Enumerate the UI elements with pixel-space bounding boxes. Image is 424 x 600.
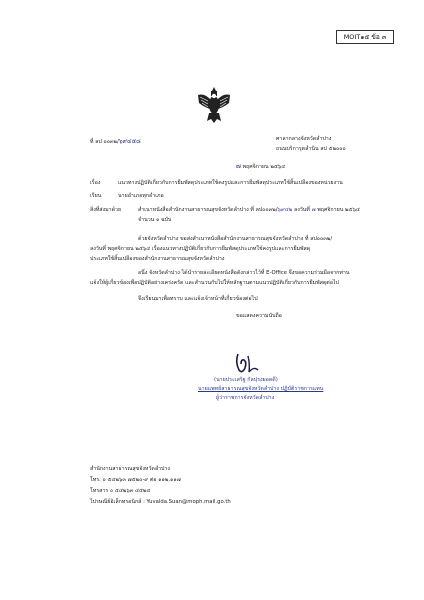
recipient-label: เรียน xyxy=(90,193,102,199)
garuda-emblem-icon xyxy=(196,85,232,125)
subject-text: แนวทางปฏิบัติเกี่ยวกับการยืมพัสดุประเภทใช้คงรูปและการยืมพัสดุประเภทใช้สิ้นเปลืองของหน่วยงาน xyxy=(118,180,343,186)
doc-number-prefix: ที่ ลป ๐๐๓๒/ xyxy=(90,139,119,145)
handwritten-signature xyxy=(232,350,262,376)
body-paragraph2-line2: แจ้งให้ผู้เกี่ยวข้องเพื่อปฏิบัติอย่างเคร่งครัด และสำนวนกับไปให้หลักฐานตามแนวปฏิบัติเกี่ยวกับการยืมพัสดุต่อไป xyxy=(90,280,339,286)
doc-number-handwritten: ๖๙๔๕๘ xyxy=(118,138,141,145)
body-paragraph1-line2: ลงวันที่ พฤศจิกายน ๒๕๖๔ เรื่องแนวทางปฏิบัติเกี่ยวกับการยืมพัสดุประเภทใช้คงรูปและการยืมพัสดุ xyxy=(90,246,311,252)
body-paragraph1-line1: ด้วยจังหวัดลำปาง ขอส่งสำเนาหนังสือสำนักงานสาธารณสุขจังหวัดลำปาง ที่ ลป๐๐๓๒/ xyxy=(138,236,333,242)
org-address-line1: ศาลากลางจังหวัดลำปาง xyxy=(276,136,332,142)
enclosure-label: สิ่งที่ส่งมาด้วย xyxy=(90,207,122,213)
closing-line: ขอแสดงความนับถือ xyxy=(236,313,282,319)
footer-office: สำนักงานสาธารณสุขจังหวัดลำปาง xyxy=(90,466,170,472)
enclosure-line2: จำนวน ๑ ฉบับ xyxy=(138,217,172,223)
form-code: MOIT๑๕ ข้อ ๓ xyxy=(343,33,387,41)
footer-email: ไปรษณีย์อิเล็กทรอนิกส์ : Yuvalda.Suan@moph.mail.go.th xyxy=(90,499,231,505)
form-code-box xyxy=(336,30,394,44)
document-date xyxy=(236,163,285,171)
enclosure-day-handwritten: ๗ xyxy=(311,207,316,213)
footer-telephone: โทร. ๐ ๕๔๒๖๓ ๗๕๒๐-๙ ต่อ ๑๑๒,๑๑๗ xyxy=(90,477,181,483)
signatory-name: (นายประเสริฐ กัลปุรงยอดดี) xyxy=(214,377,278,383)
subject-label: เรื่อง xyxy=(90,180,101,186)
footer-fax: โทรสาร ๐ ๕๔๒๖๓ ๔๕๒๔ xyxy=(90,488,151,494)
document-number xyxy=(90,138,141,146)
body-paragraph3: จึงเรียนมาเพื่อทราบ และแจ้งเจ้าหน้าที่เกี่ยวข้องต่อไป xyxy=(138,296,258,302)
enclosure-number-handwritten: ๖๙๔๒ xyxy=(277,207,293,213)
enclosure-line1 xyxy=(138,207,360,214)
enclosure-line1-c: พฤศจิกายน ๒๕๖๔ xyxy=(317,207,360,213)
body-paragraph2-line1: อนึ่ง จังหวัดลำปาง ได้นำรายละเอียดหนังสือดังกล่าวไว้ที่ E-Office จึงขอความร่วมมือจากท่าน xyxy=(138,270,350,276)
body-paragraph1-line3: ประเภทใช้สิ้นเปลืองของสำนักงานสาธารณสุขจังหวัดลำปาง xyxy=(90,256,225,262)
recipient-text: นายอำเภอทุกอำเภอ xyxy=(118,193,164,199)
enclosure-line1-a: สำเนาหนังสือสำนักงานสาธารณสุขจังหวัดลำปาง ที่ ลป๐๐๓๒/ xyxy=(138,207,278,213)
date-month-year: พฤศจิกายน ๒๕๖๔ xyxy=(242,164,286,170)
org-address-line2: ถนนบริการุดลำนิน ลป ๕๒๐๐๐ xyxy=(276,146,346,152)
signatory-title2: ผู้ว่าราชการจังหวัดลำปาง xyxy=(216,395,275,401)
signatory-title1: นายแพทย์สาธารณสุขจังหวัดลำปาง ปฏิบัติราชการแทน xyxy=(198,386,324,392)
enclosure-line1-b: ลงวันที่ xyxy=(293,207,310,213)
date-day-handwritten: ๗ xyxy=(236,162,241,170)
